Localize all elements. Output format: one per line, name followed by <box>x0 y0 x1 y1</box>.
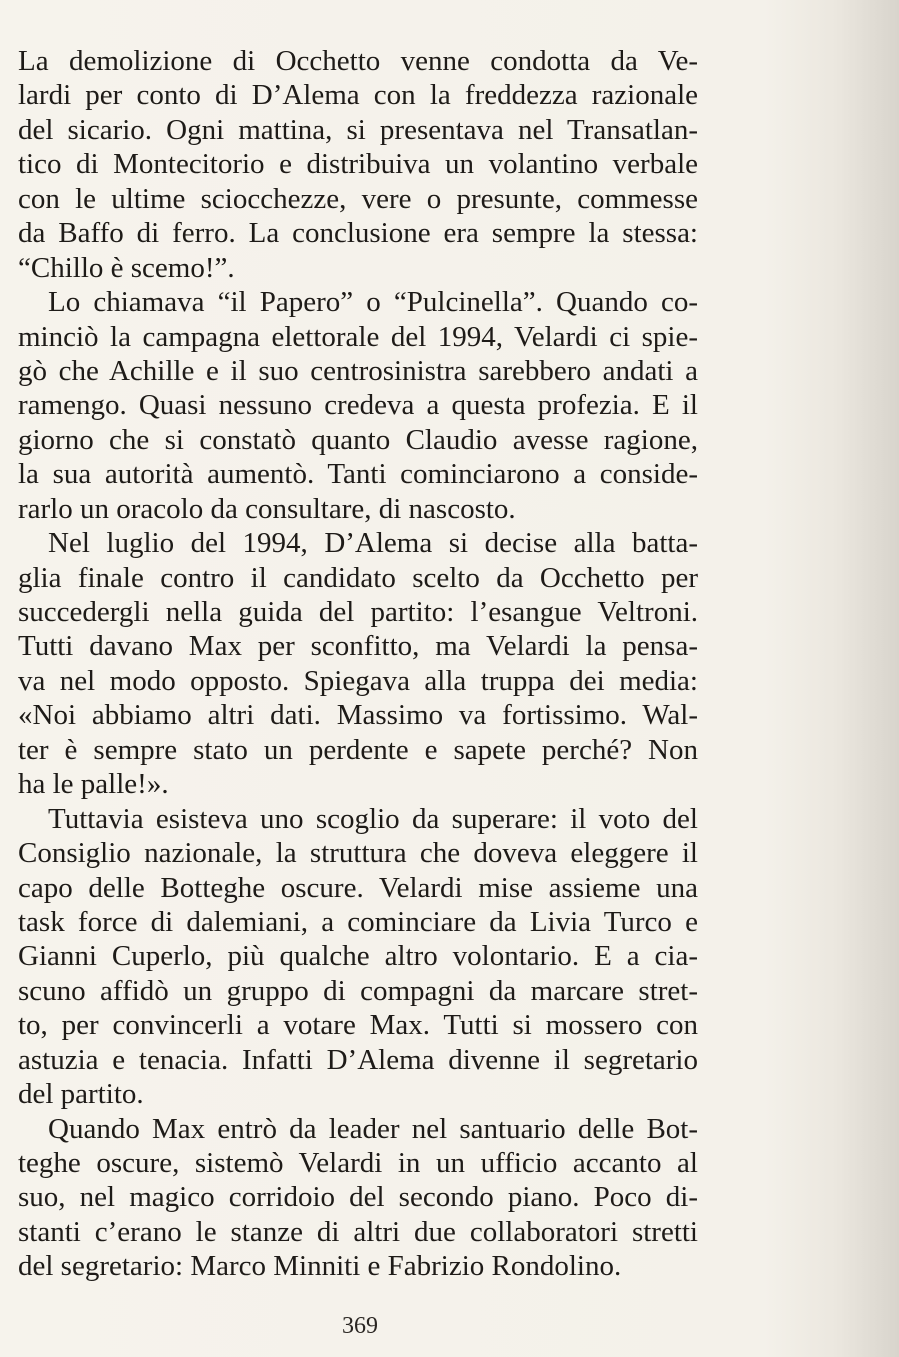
text-line: stanti c’erano le stanze di altri due collaboratori stretti <box>18 1215 698 1248</box>
text-line: con le ultime sciocchezze, vere o presunte, commesse <box>18 182 698 215</box>
text-line: Nel luglio del 1994, D’Alema si decise alla batta- <box>48 527 698 560</box>
text-line: tico di Montecitorio e distribuiva un volantino verbale <box>18 148 698 181</box>
text-line: succedergli nella guida del partito: l’esangue Veltroni. <box>18 596 698 628</box>
text-line: va nel modo opposto. Spiegava alla truppa dei media: <box>18 664 698 697</box>
text-line: Tutti davano Max per sconfitto, ma Velardi la pensa- <box>18 630 698 663</box>
text-line: minciò la campagna elettorale del 1994, Velardi ci spie- <box>18 320 698 353</box>
text-line: ter è sempre stato un perdente e sapete perché? Non <box>18 733 698 766</box>
text-line: Tuttavia esisteva uno scoglio da superare: il voto del <box>48 802 698 835</box>
text-line: ramengo. Quasi nessuno credeva a questa profezia. E il <box>18 389 698 422</box>
page-number: 369 <box>342 1313 378 1339</box>
text-line: ha le palle!». <box>18 768 169 801</box>
text-line: la sua autorità aumentò. Tanti cominciarono a conside- <box>18 458 698 491</box>
text-line: «Noi abbiamo altri dati. Massimo va fortissimo. Wal- <box>18 699 698 732</box>
text-line: del segretario: Marco Minniti e Fabrizio Rondolino. <box>18 1250 622 1283</box>
text-line: capo delle Botteghe oscure. Velardi mise assieme una <box>18 871 698 904</box>
text-line: glia finale contro il candidato scelto da Occhetto per <box>18 561 698 594</box>
text-line: suo, nel magico corridoio del secondo piano. Poco di- <box>18 1181 698 1214</box>
text-line: Consiglio nazionale, la struttura che doveva eleggere il <box>18 837 698 870</box>
text-line: scuno affidò un gruppo di compagni da marcare stret- <box>18 974 698 1007</box>
text-line: lardi per conto di D’Alema con la freddezza razionale <box>18 79 698 112</box>
text-line: to, per convincerli a votare Max. Tutti si mossero con <box>18 1009 698 1042</box>
text-line: “Chillo è scemo!”. <box>18 251 235 284</box>
text-line: La demolizione di Occhetto venne condotta da Ve- <box>18 45 698 77</box>
text-line: rarlo un oracolo da consultare, di nascosto. <box>18 492 516 525</box>
text-line: Quando Max entrò da leader nel santuario delle Bot- <box>48 1112 698 1145</box>
text-line: astuzia e tenacia. Infatti D’Alema divenne il segretario <box>18 1043 698 1076</box>
text-line: task force di dalemiani, a cominciare da Livia Turco e <box>18 905 698 938</box>
text-line: del partito. <box>18 1078 144 1111</box>
body-text <box>18 44 698 1284</box>
text-line: gò che Achille e il suo centrosinistra sarebbero andati a <box>18 354 698 387</box>
text-line: teghe oscure, sistemò Velardi in un ufficio accanto al <box>18 1147 698 1179</box>
text-line: da Baffo di ferro. La conclusione era sempre la stessa: <box>18 217 698 250</box>
text-line: del sicario. Ogni mattina, si presentava nel Transatlan- <box>18 113 698 146</box>
text-line: Gianni Cuperlo, più qualche altro volontario. E a cia- <box>18 940 698 973</box>
text-line: Lo chiamava “il Papero” o “Pulcinella”. Quando co- <box>48 286 698 319</box>
text-line: giorno che si constatò quanto Claudio avesse ragione, <box>18 423 698 456</box>
